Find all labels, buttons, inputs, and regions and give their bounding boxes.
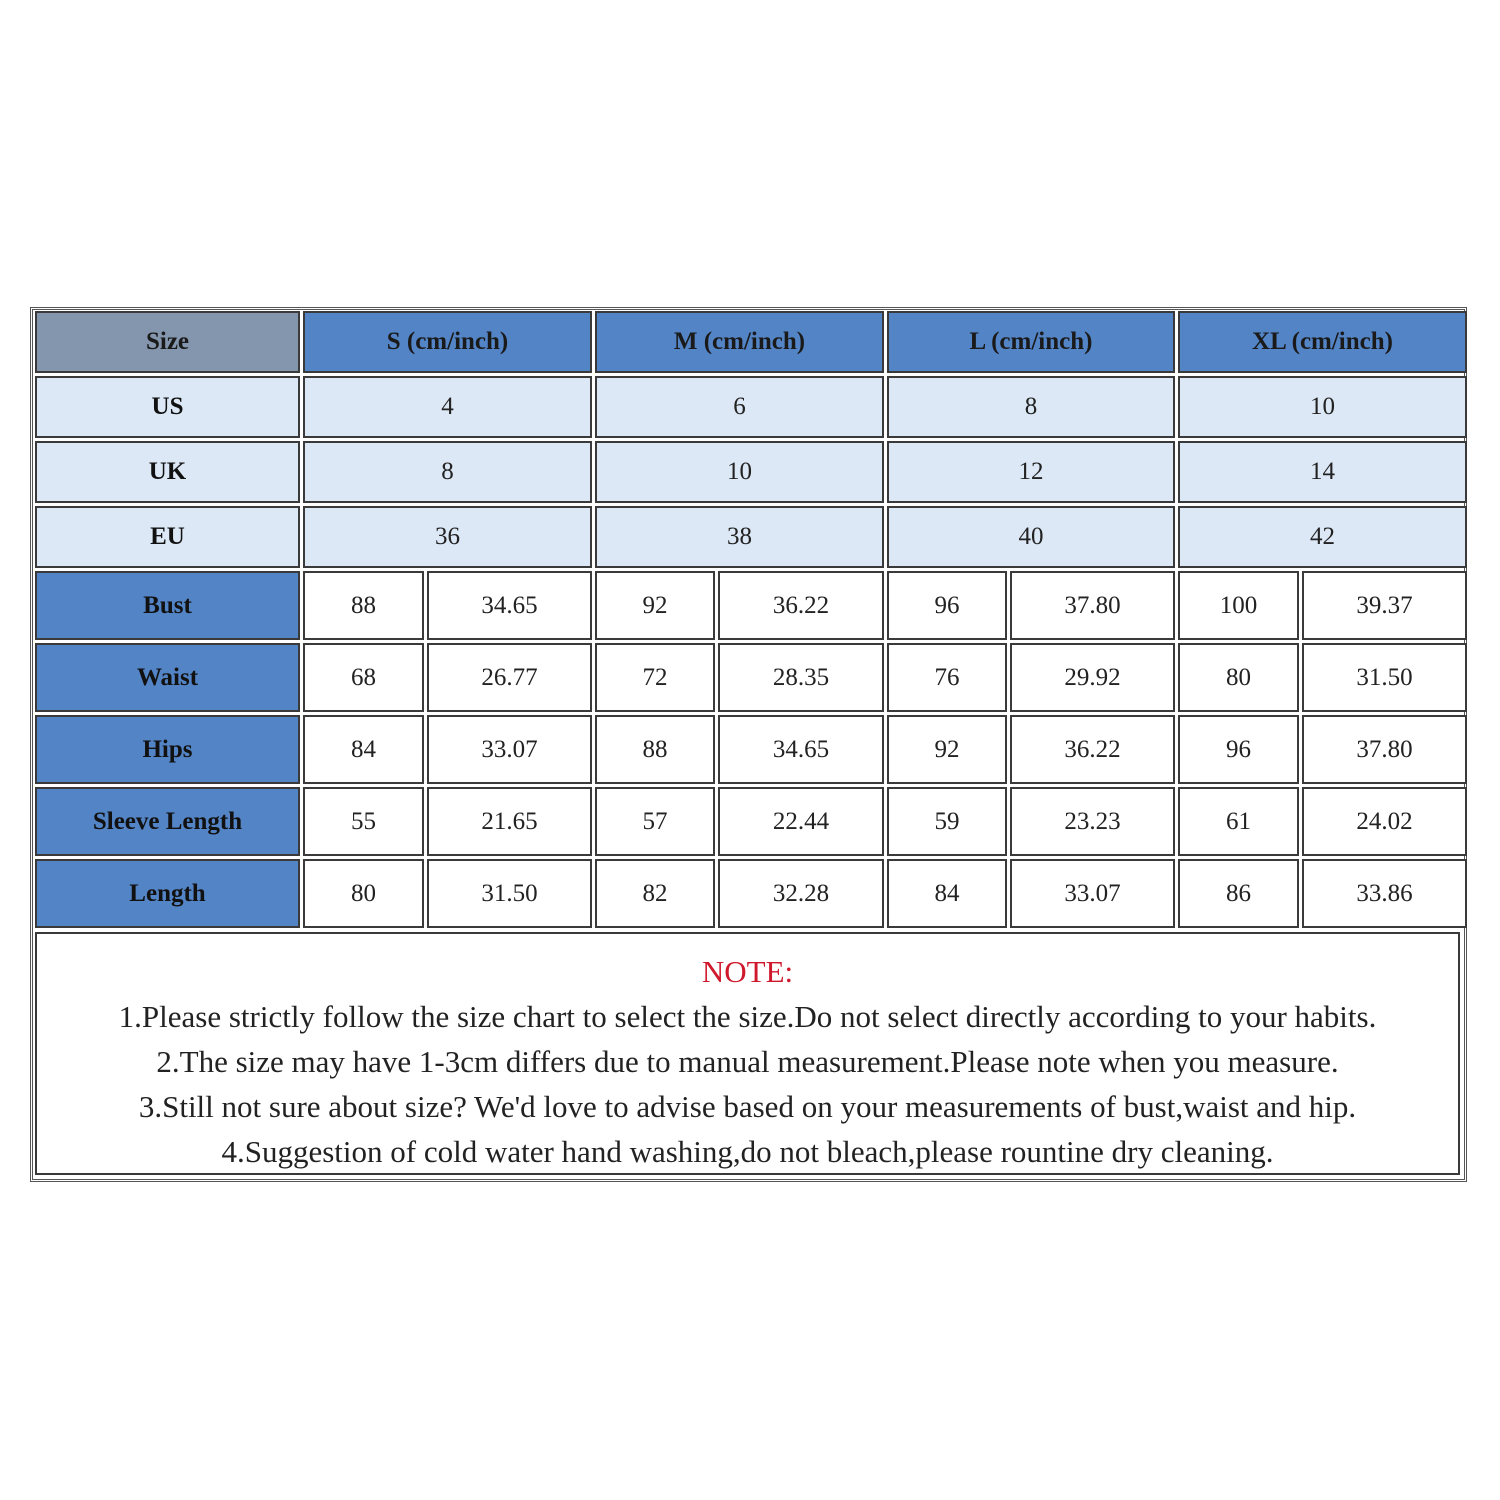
conversion-value: 38: [595, 506, 884, 568]
row-label-uk: UK: [35, 441, 300, 503]
value-inch: 31.50: [1302, 643, 1467, 712]
value-inch: 34.65: [718, 715, 884, 784]
value-cm: 84: [887, 859, 1007, 928]
value-inch: 32.28: [718, 859, 884, 928]
header-size-column: S (cm/inch): [303, 311, 592, 373]
row-label-us: US: [35, 376, 300, 438]
value-cm: 59: [887, 787, 1007, 856]
value-inch: 31.50: [427, 859, 592, 928]
conversion-value: 8: [303, 441, 592, 503]
conversion-value: 40: [887, 506, 1175, 568]
value-cm: 100: [1178, 571, 1299, 640]
conversion-value: 42: [1178, 506, 1467, 568]
row-label-eu: EU: [35, 506, 300, 568]
value-cm: 72: [595, 643, 715, 712]
value-cm: 88: [303, 571, 424, 640]
value-inch: 26.77: [427, 643, 592, 712]
conversion-value: 10: [595, 441, 884, 503]
value-cm: 96: [1178, 715, 1299, 784]
note-line-2: 2.The size may have 1-3cm differs due to manual measurement.Please note when you measure.: [156, 1044, 1339, 1079]
value-inch: 36.22: [718, 571, 884, 640]
note-line-3: 3.Still not sure about size? We'd love to advise based on your measurements of bust,waist and hip.: [138, 1089, 1357, 1124]
value-cm: 80: [303, 859, 424, 928]
conversion-value: 4: [303, 376, 592, 438]
value-inch: 22.44: [718, 787, 884, 856]
value-cm: 80: [1178, 643, 1299, 712]
conversion-value: 8: [887, 376, 1175, 438]
value-inch: 33.86: [1302, 859, 1467, 928]
note-line-1: 1.Please strictly follow the size chart to select the size.Do not select directly according to your habits.: [118, 999, 1377, 1034]
value-cm: 86: [1178, 859, 1299, 928]
conversion-value: 36: [303, 506, 592, 568]
value-cm: 82: [595, 859, 715, 928]
value-cm: 92: [887, 715, 1007, 784]
value-cm: 76: [887, 643, 1007, 712]
note-title: NOTE:: [701, 954, 794, 989]
value-inch: 28.35: [718, 643, 884, 712]
value-inch: 33.07: [1010, 859, 1175, 928]
row-label-sleeve-length: Sleeve Length: [35, 787, 300, 856]
size-chart: [30, 307, 1467, 1182]
value-cm: 92: [595, 571, 715, 640]
header-size: Size: [35, 311, 300, 373]
row-label-hips: Hips: [35, 715, 300, 784]
conversion-value: 10: [1178, 376, 1467, 438]
header-size-column: L (cm/inch): [887, 311, 1175, 373]
size-table: [35, 311, 1467, 928]
header-size-column: M (cm/inch): [595, 311, 884, 373]
conversion-value: 14: [1178, 441, 1467, 503]
value-cm: 84: [303, 715, 424, 784]
row-label-waist: Waist: [35, 643, 300, 712]
value-inch: 36.22: [1010, 715, 1175, 784]
value-cm: 61: [1178, 787, 1299, 856]
value-inch: 39.37: [1302, 571, 1467, 640]
value-inch: 37.80: [1302, 715, 1467, 784]
value-inch: 21.65: [427, 787, 592, 856]
value-cm: 88: [595, 715, 715, 784]
conversion-value: 12: [887, 441, 1175, 503]
value-cm: 55: [303, 787, 424, 856]
value-cm: 96: [887, 571, 1007, 640]
row-label-length: Length: [35, 859, 300, 928]
header-size-column: XL (cm/inch): [1178, 311, 1467, 373]
value-inch: 34.65: [427, 571, 592, 640]
value-cm: 57: [595, 787, 715, 856]
value-cm: 68: [303, 643, 424, 712]
conversion-value: 6: [595, 376, 884, 438]
value-inch: 23.23: [1010, 787, 1175, 856]
value-inch: 24.02: [1302, 787, 1467, 856]
note-line-4: 4.Suggestion of cold water hand washing,do not bleach,please rountine dry cleaning.: [221, 1134, 1274, 1169]
note-section: [35, 932, 1460, 1175]
value-inch: 33.07: [427, 715, 592, 784]
value-inch: 37.80: [1010, 571, 1175, 640]
value-inch: 29.92: [1010, 643, 1175, 712]
row-label-bust: Bust: [35, 571, 300, 640]
